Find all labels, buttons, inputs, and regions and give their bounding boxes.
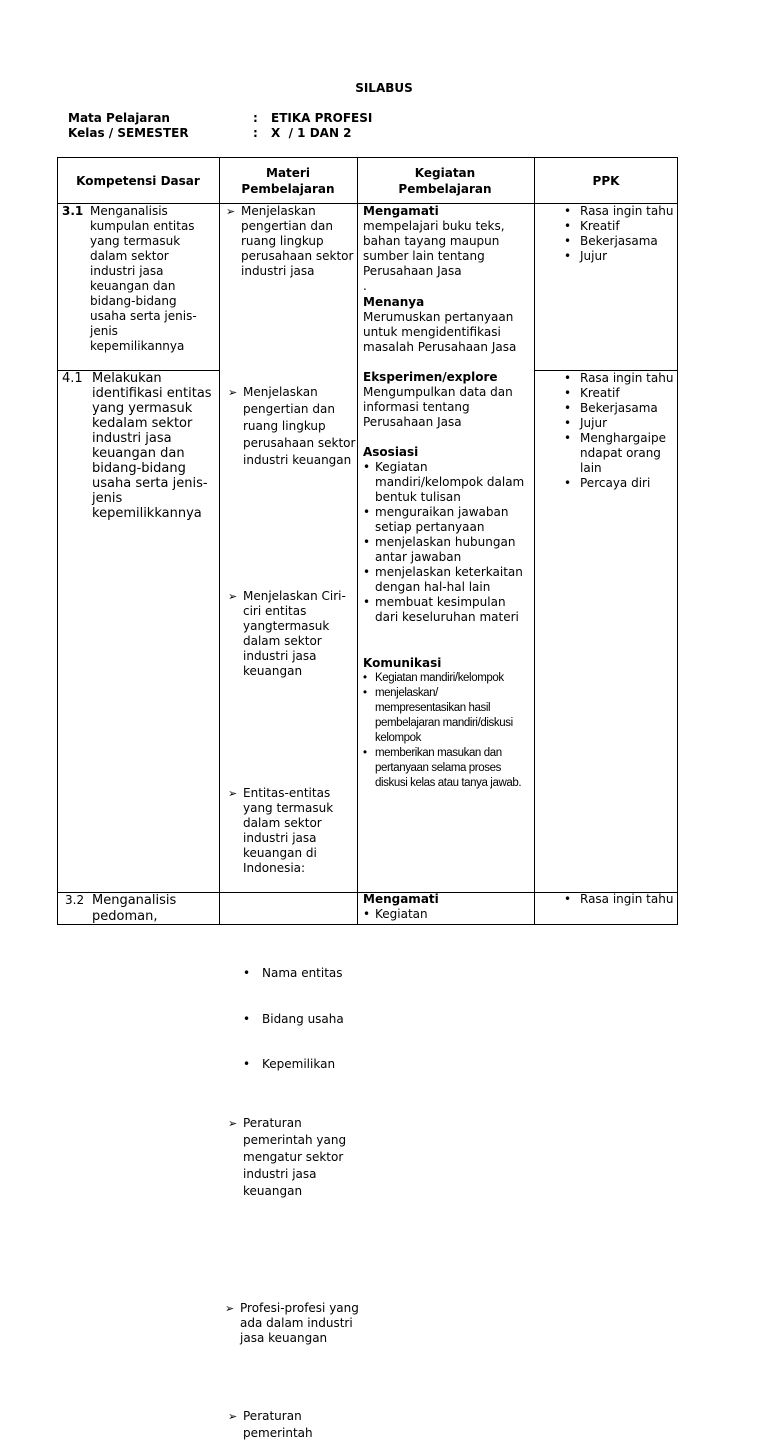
list-item: • membuat kesimpulan dari keseluruhan materi	[363, 595, 530, 625]
materi-item: ➢ Entitas-entitas yang termasuk dalam sektor industri jasa keuangan di Indonesia:	[228, 786, 356, 876]
kegiatan-heading: Mengamati	[363, 204, 439, 218]
column-divider	[357, 157, 358, 925]
header-kegiatan: Kegiatan Pembelajaran	[398, 166, 492, 196]
ppk-item: • Percaya diri	[560, 476, 675, 491]
meta-value-mapel: ETIKA PROFESI	[271, 111, 373, 125]
meta-label-mapel: Mata Pelajaran	[68, 111, 170, 125]
list-item: • Kegiatan	[363, 907, 530, 922]
kegiatan-heading: Komunikasi	[363, 656, 442, 670]
kegiatan-mengamati-2	[363, 892, 530, 922]
header-ppk: PPK	[592, 174, 620, 188]
list-item: • menjelaskan/ mempresentasikan hasil pembelajaran mandiri/diskusi kelompok	[363, 686, 530, 746]
ppk-list	[560, 892, 675, 907]
kegiatan-text: mempelajari buku teks, bahan tayang maupun sumber lain tentang Perusahaan Jasa	[363, 219, 505, 278]
kegiatan-heading: Eksperimen/explore	[363, 370, 498, 384]
meta-label-kelas: Kelas / SEMESTER	[68, 126, 189, 140]
kegiatan-text: .	[363, 279, 367, 293]
ppk-item: • Rasa ingin tahu	[560, 371, 675, 386]
kd-number: 4.1	[62, 371, 83, 386]
kd-number: 3.2	[65, 893, 85, 907]
materi-subitem: • Kepemilikan	[216, 1057, 402, 1072]
kegiatan-text: Mengumpulkan data dan informasi tentang Perusahaan Jasa	[363, 385, 513, 429]
ppk-item: • Bekerjasama	[560, 234, 675, 249]
kegiatan-menanya	[363, 295, 530, 355]
ppk-list	[560, 204, 675, 264]
kd-number: 3.1	[62, 204, 84, 218]
column-divider	[534, 157, 535, 925]
page-title: SILABUS	[355, 81, 413, 95]
kegiatan-heading: Menanya	[363, 295, 425, 309]
ppk-item: • Jujur	[560, 416, 675, 431]
meta-value-kelas: X / 1 DAN 2	[271, 126, 352, 140]
ppk-item: • Bekerjasama	[560, 401, 675, 416]
materi-item: ➢ Peraturan pemerintah yang mengatur sektor industri jasa keuangan	[228, 1115, 358, 1200]
ppk-item: • Jujur	[560, 249, 675, 264]
kegiatan-komunikasi	[363, 656, 530, 791]
ppk-item: • Rasa ingin tahu	[560, 204, 675, 219]
kegiatan-heading: Mengamati	[363, 892, 439, 906]
kd-text: Melakukan identifikasi entitas yang yermasuk kedalam sektor industri jasa keuangan dan bidang-bidang usaha serta jenis-jenis kepemilikkannya	[92, 371, 212, 521]
ppk-item: • Rasa ingin tahu	[560, 892, 675, 907]
list-item: • memberikan masukan dan pertanyaan selama proses diskusi kelas atau tanya jawab.	[363, 746, 530, 791]
meta-sep-mapel: :	[253, 111, 258, 125]
list-item: • menjelaskan hubungan antar jawaban	[363, 535, 530, 565]
list-item: • Kegiatan mandiri/kelompok dalam bentuk tulisan	[363, 460, 530, 505]
ppk-list	[560, 371, 675, 491]
kegiatan-heading: Asosiasi	[363, 445, 419, 459]
ppk-item: • Kreatif	[560, 219, 675, 234]
list-item: • Kegiatan mandiri/kelompok	[363, 671, 530, 686]
list-item: • menjelaskan keterkaitan dengan hal-hal lain	[363, 565, 530, 595]
materi-item: ➢ Profesi-profesi yang ada dalam industri jasa keuangan	[225, 1301, 362, 1346]
ppk-item: • Kreatif	[560, 386, 675, 401]
materi-subitem: • Nama entitas	[216, 966, 352, 981]
materi-item: ➢ Menjelaskan pengertian dan ruang lingkup perusahaan sektor industri keuangan	[228, 384, 356, 469]
kegiatan-text: Merumuskan pertanyaan untuk mengidentifikasi masalah Perusahaan Jasa	[363, 310, 517, 354]
list-item: • menguraikan jawaban setiap pertanyaan	[363, 505, 530, 535]
meta-sep-kelas: :	[253, 126, 258, 140]
header-kompetensi-dasar: Kompetensi Dasar	[76, 174, 200, 188]
materi-item: ➢ Menjelaskan Ciri-ciri entitas yangtermasuk dalam sektor industri jasa keuangan	[228, 589, 356, 679]
materi-item: ➢ Menjelaskan pengertian dan ruang lingkup perusahaan sektor industri jasa	[226, 204, 356, 279]
materi-item: ➢ Peraturan pemerintah	[228, 1408, 356, 1442]
kd-text: Menganalisis kumpulan entitas yang termasuk dalam sektor industri jasa keuangan dan bidang-bidang usaha serta jenis-jenis kepemilikannya	[90, 204, 197, 353]
kd-text: Menganalisis pedoman,	[92, 893, 177, 924]
header-materi: Materi Pembelajaran	[241, 166, 335, 196]
materi-subitem: • Bidang usaha	[216, 1012, 352, 1027]
kegiatan-asosiasi	[363, 445, 530, 625]
kegiatan-eksperimen	[363, 370, 530, 430]
column-divider	[219, 157, 220, 925]
kegiatan-mengamati	[363, 204, 530, 294]
ppk-item: • Menghargaipe ndapat orang lain	[560, 431, 675, 476]
